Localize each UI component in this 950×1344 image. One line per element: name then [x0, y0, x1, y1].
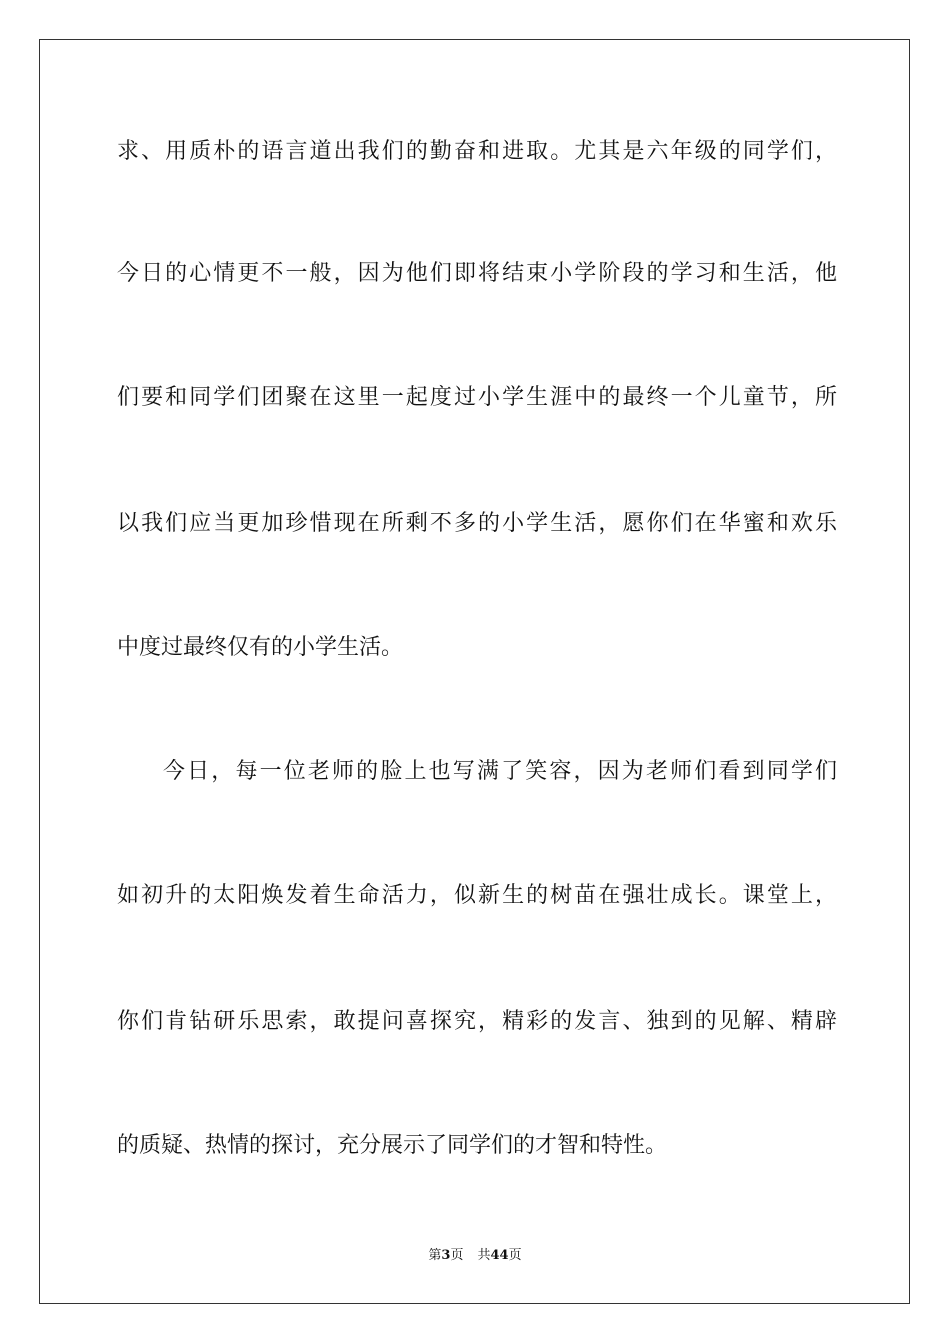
current-page-number: 3 — [441, 1248, 451, 1263]
paragraph-1-line-3: 们要和同学们团聚在这里一起度过小学生涯中的最终一个儿童节，所 — [117, 385, 837, 410]
paragraph-2-line-4: 的质疑、热情的探讨，充分展示了同学们的才智和特性。 — [117, 1133, 668, 1158]
paragraph-1-line-1: 求、用质朴的语言道出我们的勤奋和进取。尤其是六年级的同学们， — [117, 139, 837, 164]
paragraph-2-line-2: 如初升的太阳焕发着生命活力，似新生的树苗在强壮成长。课堂上， — [117, 883, 837, 908]
page-border — [39, 39, 910, 1304]
page-footer — [0, 1247, 950, 1265]
total-pages-number: 44 — [490, 1248, 509, 1263]
page-prefix: 第 — [428, 1248, 442, 1263]
paragraph-1-line-5: 中度过最终仅有的小学生活。 — [117, 635, 404, 660]
page-suffix: 页 — [450, 1248, 464, 1263]
paragraph-1-line-4: 以我们应当更加珍惜现在所剩不多的小学生活，愿你们在华蜜和欢乐 — [117, 511, 837, 536]
total-suffix: 页 — [508, 1248, 522, 1263]
total-prefix: 共 — [477, 1248, 491, 1263]
paragraph-1-line-2: 今日的心情更不一般，因为他们即将结束小学阶段的学习和生活，他 — [117, 261, 837, 286]
paragraph-2-line-3: 你们肯钻研乐思索，敢提问喜探究，精彩的发言、独到的见解、精辟 — [117, 1009, 837, 1034]
paragraph-2-line-1: 今日，每一位老师的脸上也写满了笑容，因为老师们看到同学们 — [163, 759, 837, 784]
